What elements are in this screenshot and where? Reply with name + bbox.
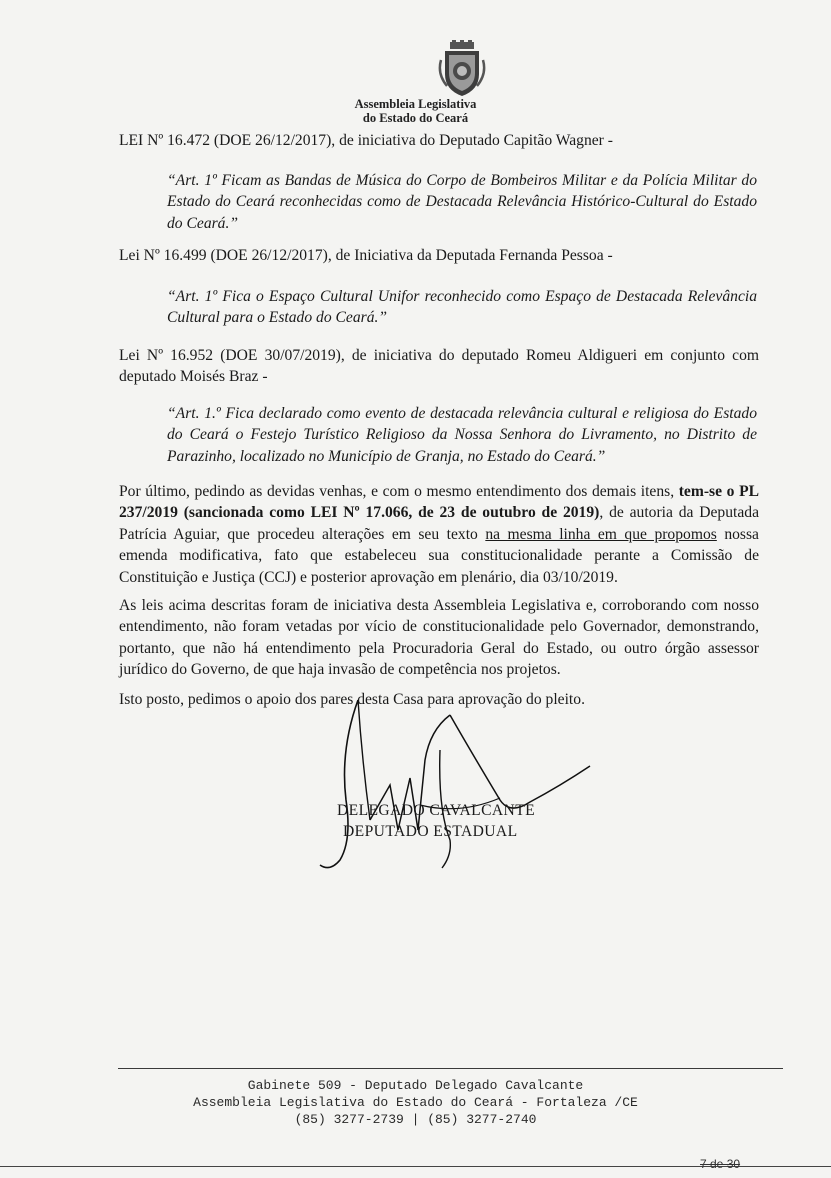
pl-237-paragraph [119, 481, 759, 588]
page-number: 7 de 30 [700, 1157, 741, 1171]
law-16472-quote: “Art. 1º Ficam as Bandas de Música do Corpo de Bombeiros Militar e da Polícia Militar do Estado do Ceará reconhecidas como de Destacada Relevância Histórico-Cultural do Estado do Ceará.” [167, 172, 757, 232]
pl-237-text-b: , de autoria da Deputada Patrícia Aguiar, que procedeu alterações em seu texto [119, 504, 759, 543]
law-16952-quote: “Art. 1.º Fica declarado como evento de destacada relevância cultural e religiosa do Estado do Ceará o Festejo Turístico Religioso da Nossa Senhora do Livramento, no Distrito de Parazinho, localizado no Município de Granja, no Estado do Ceará.” [167, 405, 757, 465]
pl-237-bold-ref: tem-se o PL 237/2019 (sancionada como LEI Nº 17.066, de 23 de outubro de 2019) [119, 483, 759, 522]
signatory-name: DELEGADO CAVALCANTE [337, 802, 536, 819]
footer-office: Gabinete 509 - Deputado Delegado Cavalcante [247, 1078, 584, 1093]
institution-name: Assembleia Legislativa [354, 97, 477, 111]
pl-237-underlined: na mesma linha em que propomos [485, 525, 717, 543]
state-coat-of-arms-icon [437, 40, 487, 98]
signatory-role: DEPUTADO ESTADUAL [343, 823, 518, 840]
pl-237-text-a: Por último, pedindo as devidas venhas, e com o mesmo entendimento dos demais itens, [119, 483, 679, 500]
institution-state: do Estado do Ceará [362, 111, 469, 125]
footer-address: Assembleia Legislativa do Estado do Ceará - Fortaleza /CE [193, 1095, 638, 1110]
footer-divider [118, 1068, 783, 1069]
law-16472-intro: LEI Nº 16.472 (DOE 26/12/2017), de iniciativa do Deputado Capitão Wagner - [119, 132, 613, 149]
laws-summary-paragraph: As leis acima descritas foram de iniciativa desta Assembleia Legislativa e, corroborando com nosso entendimento, não foram vetadas por vício de constitucionalidade pelo Governador, demonstrando, portanto, que não há entendimento pela Procuradoria Geral do Estado, ou outro órgão assessor jurídico do Governo, de que haja invasão de competência nos projetos. [119, 597, 759, 679]
footer-phones: (85) 3277-2739 | (85) 3277-2740 [294, 1112, 537, 1127]
pl-237-text-c: nossa emenda modificativa, fato que estabeleceu sua constitucionalidade perante a Comissão de Constituição e Justiça (CCJ) e posterior aprovação em plenário, dia 03/10/2019. [119, 525, 759, 586]
handwritten-signature-icon [300, 690, 610, 880]
law-16499-quote: “Art. 1º Fica o Espaço Cultural Unifor reconhecido como Espaço de Destacada Relevância Cultural para o Estado do Ceará.” [167, 288, 757, 327]
law-16952-intro: Lei Nº 16.952 (DOE 30/07/2019), de iniciativa do deputado Romeu Aldigueri em conjunto com deputado Moisés Braz - [119, 347, 759, 386]
closing-paragraph: Isto posto, pedimos o apoio dos pares desta Casa para aprovação do pleito. [119, 691, 585, 708]
law-16499-intro: Lei Nº 16.499 (DOE 26/12/2017), de Iniciativa da Deputada Fernanda Pessoa - [119, 247, 613, 264]
